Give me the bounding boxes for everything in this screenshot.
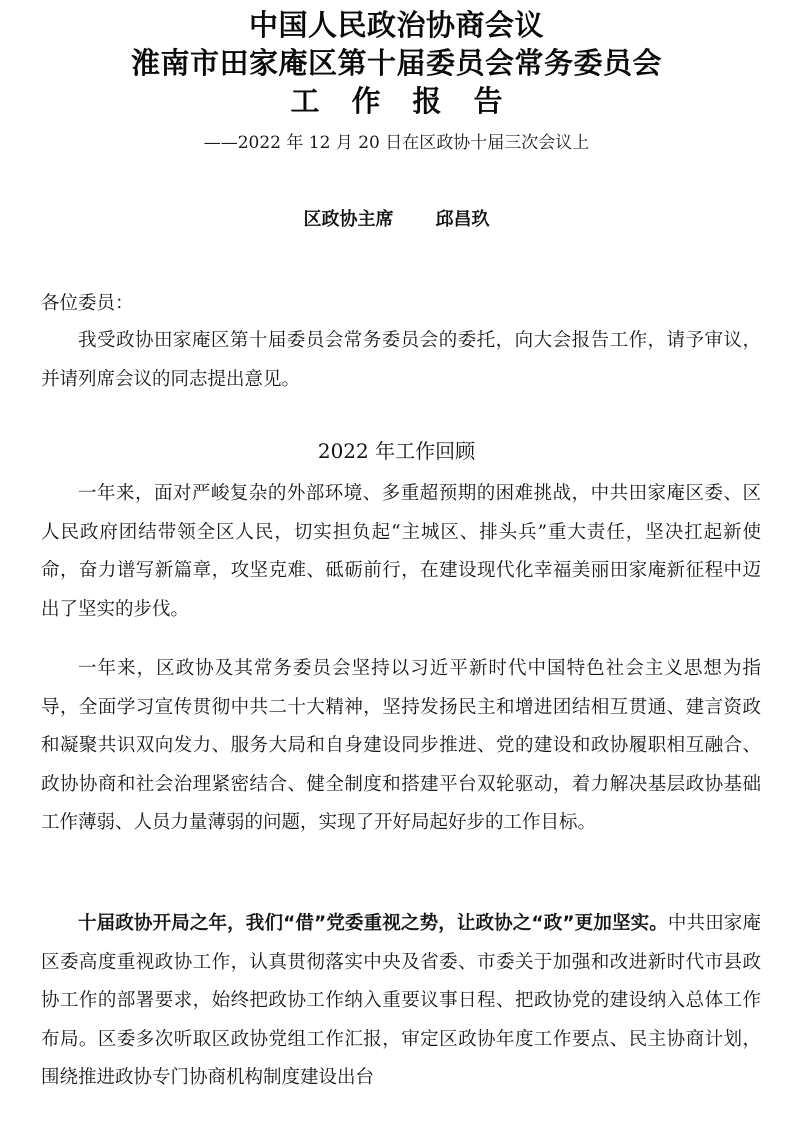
title-line-1: 中国人民政治协商会议 xyxy=(248,8,544,42)
author-name: 邱昌玖 xyxy=(435,209,490,230)
paragraph-3-rest: 中共田家庵区委高度重视政协工作，认真贯彻落实中央及省委、市委关于加强和改进新时代市县政协工作的部署要求，始终把政协工作纳入重要议事日程、把政协党的建设纳入总体工作布局。区委多次听取区政协党组工作汇报，审定区政协年度工作要点、民主协商计划，围绕推进政协专门协商机构制度建设出台 xyxy=(41,913,761,1088)
title-line-3: 工作报告 xyxy=(290,84,535,118)
title-line-2: 淮南市田家庵区第十届委员会常务委员会 xyxy=(130,46,662,80)
author-line xyxy=(0,206,793,234)
paragraph-1: 一年来，面对严峻复杂的外部环境、多重超预期的困难挑战，中共田家庵区委、区人民政府团结带领全区人民，切实担负起“主城区、排头兵”重大责任，坚决扛起新使命，奋力谱写新篇章，攻坚克难、砥砺前行，在建设现代化幸福美丽田家庵新征程中迈出了坚实的步伐。 xyxy=(41,483,761,620)
author-role: 区政协主席 xyxy=(303,209,394,230)
paragraph-3-lead: 十届政协开局之年，我们“借”党委重视之势，让政协之“政”更加坚实。 xyxy=(78,913,668,934)
intro-paragraph: 我受政协田家庵区第十届委员会常务委员会的委托，向大会报告工作，请予审议，并请列席会议的同志提出意见。 xyxy=(41,330,761,390)
paragraph-2: 一年来，区政协及其常务委员会坚持以习近平新时代中国特色社会主义思想为指导，全面学习宣传贯彻中共二十大精神，坚持发扬民主和增进团结相互贯通、建言资政和凝聚共识双向发力、服务大局和自身建设同步推进、党的建设和政协履职相互融合、政协协商和社会治理紧密结合、健全制度和搭建平台双轮驱动，着力解决基层政协基础工作薄弱、人员力量薄弱的问题，实现了开好局起好步的工作目标。 xyxy=(41,658,761,833)
salutation: 各位委员： xyxy=(41,293,134,314)
subtitle: ——2022 年 12 月 20 日在区政协十届三次会议上 xyxy=(203,133,590,153)
paragraph-3 xyxy=(41,905,761,1098)
section-heading: 2022 年工作回顾 xyxy=(317,439,476,463)
